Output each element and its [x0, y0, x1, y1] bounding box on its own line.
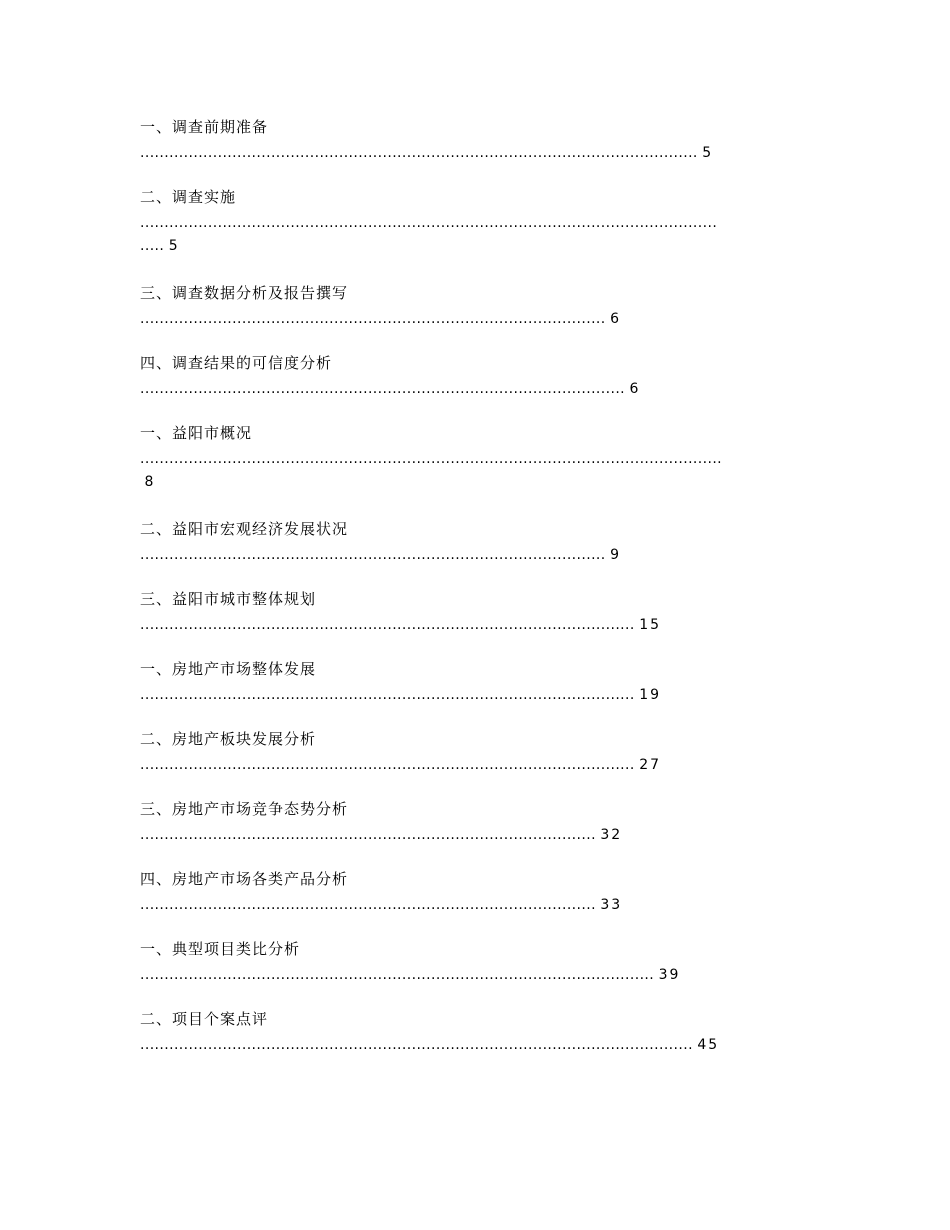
toc-page-number: 27: [639, 757, 662, 773]
toc-entry[interactable]: [140, 117, 820, 187]
toc-entry-title: 三、房地产市场竞争态势分析: [140, 800, 349, 818]
toc-leader-line: [140, 965, 820, 985]
toc-entry-title: 一、益阳市概况: [140, 424, 253, 442]
toc-leader-line: [140, 379, 820, 399]
toc-page-number: 45: [697, 1037, 720, 1053]
toc-page-number: 6: [629, 381, 641, 397]
toc-entry-title: 四、调查结果的可信度分析: [140, 354, 333, 372]
toc-dot-leader: ..............................................................................................: [140, 897, 596, 913]
toc-leader-line: [140, 755, 820, 775]
toc-leader-line: [140, 545, 820, 565]
toc-entry[interactable]: [140, 423, 820, 519]
toc-leader-line: [140, 143, 820, 163]
toc-entry[interactable]: [140, 353, 820, 423]
toc-leader-line: [140, 309, 820, 329]
toc-page-number: 6: [610, 311, 621, 327]
toc-entry[interactable]: [140, 283, 820, 353]
toc-dot-leader: ..................................................................................................................: [140, 1037, 693, 1053]
toc-leader-line: [140, 449, 820, 469]
toc-leader-line: [140, 615, 820, 635]
toc-dot-leader: ..............................................................................................: [140, 827, 596, 843]
toc-entry[interactable]: [140, 799, 820, 869]
toc-entry-title: 二、房地产板块发展分析: [140, 730, 317, 748]
toc-page-number: 5: [702, 145, 714, 161]
toc-dot-leader: ......................................................................................................: [140, 687, 635, 703]
toc-entry-title: 一、调查前期准备: [140, 118, 269, 136]
toc-entry[interactable]: [140, 589, 820, 659]
toc-entry-title: 一、房地产市场整体发展: [140, 660, 317, 678]
toc-dot-leader: ................................................................................................: [140, 311, 606, 327]
toc-page-number: 5: [168, 238, 180, 254]
toc-dot-leader: .......................................................................................................................: [140, 215, 718, 231]
toc-entry-title: 四、房地产市场各类产品分析: [140, 870, 349, 888]
toc-dot-leader: .....: [140, 238, 165, 254]
toc-entry-title: 二、益阳市宏观经济发展状况: [140, 520, 349, 538]
table-of-contents: [140, 117, 820, 1079]
toc-entry-title: 二、项目个案点评: [140, 1010, 269, 1028]
toc-entry[interactable]: [140, 187, 820, 283]
toc-leader-line-continued: [140, 236, 820, 256]
toc-entry[interactable]: [140, 1009, 820, 1079]
toc-dot-leader: ...................................................................................................................: [140, 145, 698, 161]
toc-entry-title: 三、调查数据分析及报告撰写: [140, 284, 349, 302]
toc-page-number: 39: [658, 967, 681, 983]
toc-page-number: 33: [600, 897, 623, 913]
toc-entry[interactable]: [140, 519, 820, 589]
toc-dot-leader: ......................................................................................................: [140, 757, 635, 773]
toc-dot-leader: ................................................................................................: [140, 547, 606, 563]
toc-entry[interactable]: [140, 939, 820, 1009]
toc-entry[interactable]: [140, 659, 820, 729]
toc-page-number: 8: [144, 474, 156, 490]
toc-entry-title: 三、益阳市城市整体规划: [140, 590, 317, 608]
toc-entry[interactable]: [140, 869, 820, 939]
toc-leader-line: [140, 213, 820, 233]
toc-leader-line-continued: [140, 472, 820, 492]
toc-dot-leader: ......................................................................................................: [140, 617, 635, 633]
toc-page-number: 32: [600, 827, 623, 843]
toc-page-number: 19: [639, 687, 662, 703]
toc-entry-title: 一、典型项目类比分析: [140, 940, 301, 958]
toc-page-number: 9: [610, 547, 621, 563]
toc-leader-line: [140, 685, 820, 705]
toc-dot-leader: ........................................................................................................................: [140, 451, 723, 467]
toc-dot-leader: ....................................................................................................: [140, 381, 626, 397]
toc-entry[interactable]: [140, 729, 820, 799]
toc-page-number: 15: [639, 617, 662, 633]
toc-dot-leader: ..........................................................................................................: [140, 967, 655, 983]
toc-leader-line: [140, 825, 820, 845]
toc-leader-line: [140, 1035, 820, 1055]
toc-entry-title: 二、调查实施: [140, 188, 237, 206]
toc-leader-line: [140, 895, 820, 915]
